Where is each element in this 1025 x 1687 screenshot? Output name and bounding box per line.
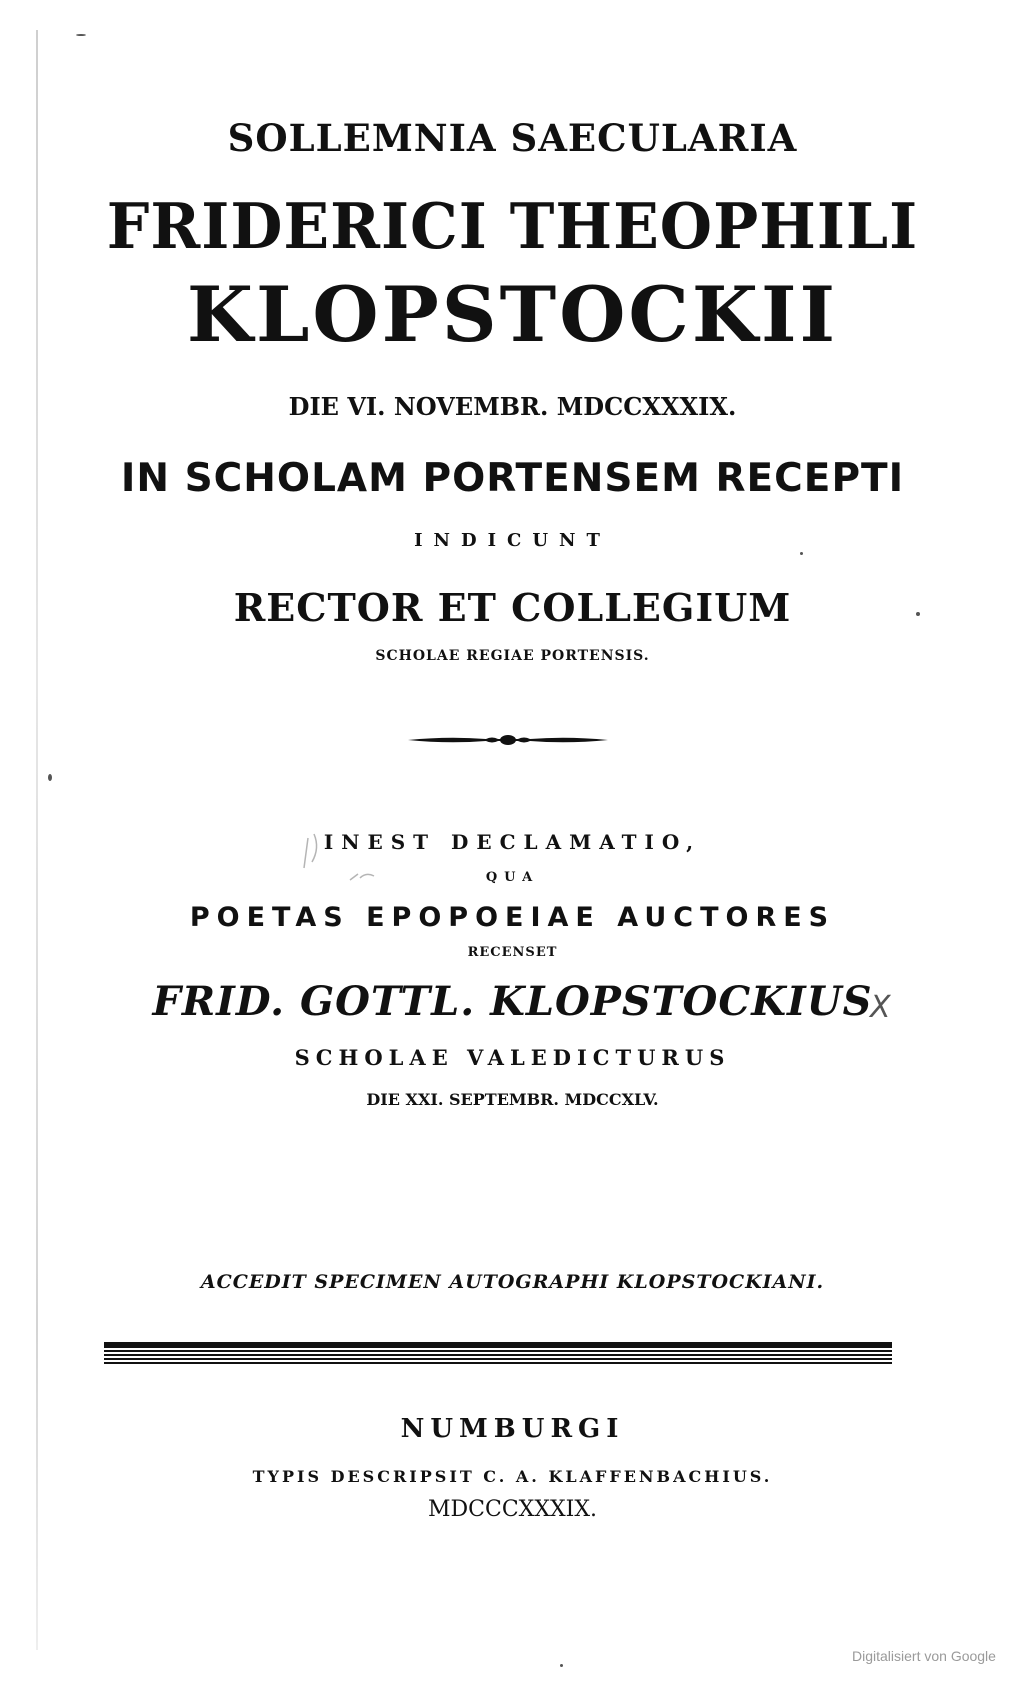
- watermark-digitalisiert: Digitalisiert von Google: [852, 1648, 996, 1664]
- speck: [76, 34, 86, 36]
- line-recenset: RECENSET: [467, 945, 558, 960]
- title-line-sollemnia: SOLLEMNIA SAECULARIA: [227, 116, 798, 160]
- line-scholae-valedicturus: SCHOLAE VALEDICTURUS: [294, 1045, 731, 1070]
- speck: [48, 774, 52, 781]
- imprint-printer: TYPIS DESCRIPSIT C. A. KLAFFENBACHIUS.: [252, 1467, 773, 1486]
- title-line-klopstockii: KLOPSTOCKII: [186, 270, 839, 359]
- pencil-scribble: [300, 828, 380, 888]
- line-poetas-epopoeiae: POETAS EPOPOEIAE AUCTORES: [189, 902, 836, 933]
- handwritten-margin-mark: X: [870, 990, 891, 1025]
- line-qua: QUA: [485, 870, 540, 885]
- title-line-friderici: FRIDERICI THEOPHILI: [106, 190, 919, 264]
- line-scholae-regiae: SCHOLAE REGIAE PORTENSIS.: [375, 648, 650, 664]
- date-line-1739: DIE VI. NOVEMBR. MDCCXXXIX.: [288, 392, 737, 421]
- imprint-place: NUMBURGI: [400, 1414, 625, 1444]
- line-rector-collegium: RECTOR ET COLLEGIUM: [233, 585, 792, 630]
- speck: [800, 552, 803, 555]
- imprint-year: MDCCCXXXIX.: [428, 1497, 597, 1522]
- speck: [916, 612, 920, 616]
- title-line-in-scholam: IN SCHOLAM PORTENSEM RECEPTI: [120, 456, 905, 501]
- line-accedit-specimen: ACCEDIT SPECIMEN AUTOGRAPHI KLOPSTOCKIANI.: [200, 1271, 825, 1293]
- speck: [560, 1664, 563, 1667]
- line-inest-declamatio: INEST DECLAMATIO,: [323, 830, 702, 854]
- date-line-1745: DIE XXI. SEPTEMBR. MDCCXLV.: [366, 1090, 659, 1109]
- ornament-divider: [408, 733, 608, 747]
- line-author-name: FRID. GOTTL. KLOPSTOCKIUS: [152, 978, 873, 1025]
- line-indicunt: INDICUNT: [414, 530, 611, 551]
- thick-rule: [104, 1342, 892, 1366]
